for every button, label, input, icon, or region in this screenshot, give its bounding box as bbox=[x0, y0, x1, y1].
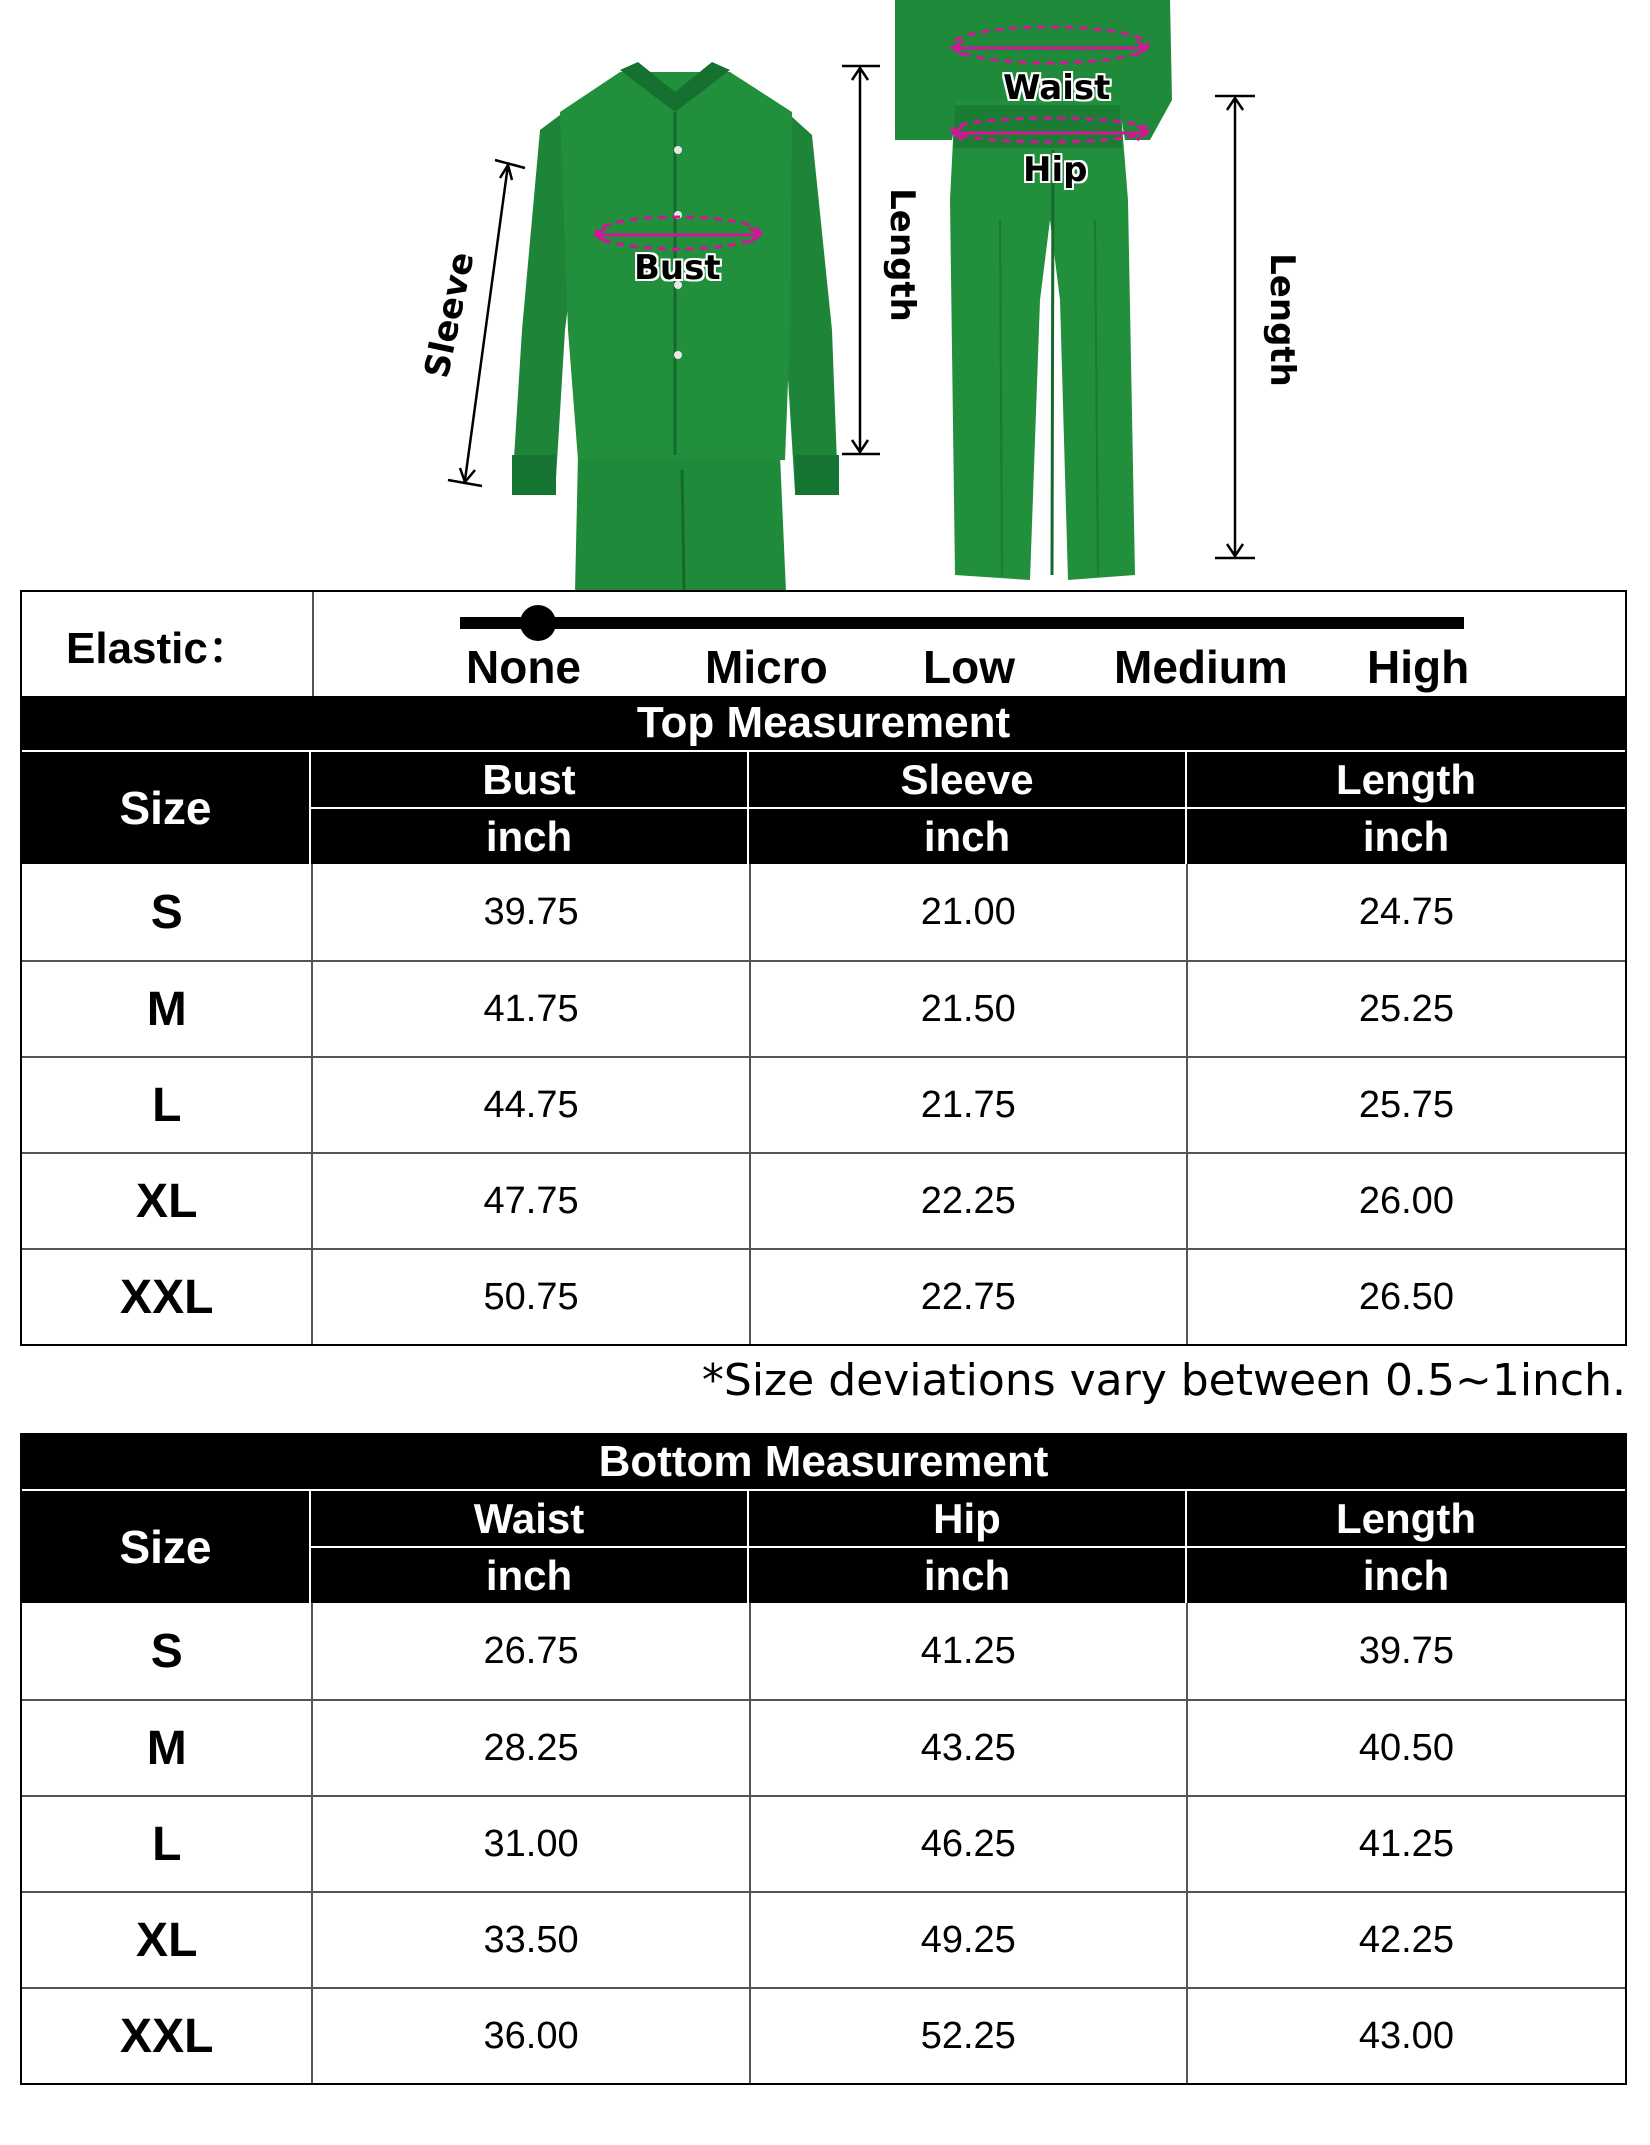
value-cell: 24.75 bbox=[1358, 890, 1454, 933]
top-length-label: Length bbox=[881, 188, 922, 322]
value-cell: 25.25 bbox=[1358, 987, 1454, 1030]
value-cell: 21.50 bbox=[751, 962, 1188, 1056]
size-cell: XXL bbox=[22, 1250, 313, 1344]
elastic-selected-marker bbox=[520, 605, 556, 641]
value-cell: 31.00 bbox=[313, 1797, 750, 1891]
size-cell: L bbox=[22, 1797, 313, 1891]
hip-label: Hip bbox=[1023, 150, 1088, 190]
value-cell: 21.00 bbox=[751, 864, 1188, 960]
size-cell: L bbox=[22, 1058, 313, 1152]
bust-label: Bust bbox=[634, 248, 721, 288]
table-row bbox=[22, 1795, 1625, 1891]
table-row bbox=[22, 1248, 1625, 1344]
shirt-figure bbox=[512, 62, 839, 592]
value-cell: 26.00 bbox=[1358, 1179, 1454, 1222]
value-cell: 42.25 bbox=[1358, 1918, 1454, 1961]
value-cell: 41.25 bbox=[1358, 1822, 1454, 1865]
table-row bbox=[22, 1891, 1625, 1987]
table-row bbox=[22, 1987, 1625, 2083]
value-cell: 39.75 bbox=[313, 864, 750, 960]
elastic-scale-line bbox=[460, 617, 1464, 629]
waist-label: Waist bbox=[1003, 68, 1111, 108]
value-cell: 41.75 bbox=[313, 962, 750, 1056]
elastic-label: Elastic： bbox=[22, 592, 314, 696]
value-cell: 28.25 bbox=[313, 1701, 750, 1795]
bottom-table-title: Bottom Measurement bbox=[22, 1435, 1625, 1489]
garment-illustration bbox=[0, 0, 1650, 592]
value-cell: 50.75 bbox=[313, 1250, 750, 1344]
size-deviation-note: *Size deviations vary between 0.5~1inch. bbox=[701, 1355, 1626, 1406]
value-cell: 47.75 bbox=[313, 1154, 750, 1248]
table-row bbox=[22, 1056, 1625, 1152]
value-cell: 26.75 bbox=[313, 1603, 750, 1699]
size-header: Size bbox=[22, 1491, 311, 1603]
table-row bbox=[22, 1699, 1625, 1795]
value-cell: 39.75 bbox=[1358, 1629, 1454, 1672]
value-cell: 21.75 bbox=[751, 1058, 1188, 1152]
elastic-option-high: High bbox=[1367, 641, 1470, 693]
value-cell: 25.75 bbox=[1358, 1083, 1454, 1126]
value-cell: 44.75 bbox=[313, 1058, 750, 1152]
value-cell: 43.25 bbox=[751, 1701, 1188, 1795]
size-cell: XL bbox=[22, 1154, 313, 1248]
value-cell: 26.50 bbox=[1358, 1275, 1454, 1318]
top-table-title: Top Measurement bbox=[22, 696, 1625, 750]
table-row bbox=[22, 1603, 1625, 1699]
size-cell: M bbox=[22, 962, 313, 1056]
column-header-length: Length bbox=[1336, 755, 1476, 803]
unit-header: inch bbox=[749, 809, 1187, 864]
elastic-option-low: Low bbox=[923, 641, 1015, 693]
top-table-header bbox=[22, 750, 1625, 864]
elastic-option-medium: Medium bbox=[1114, 641, 1288, 693]
size-cell: XL bbox=[22, 1893, 313, 1987]
column-header-sleeve: Sleeve bbox=[749, 752, 1187, 807]
elastic-row bbox=[22, 592, 1625, 696]
value-cell: 22.25 bbox=[751, 1154, 1188, 1248]
value-cell: 40.50 bbox=[1358, 1726, 1454, 1769]
value-cell: 43.00 bbox=[1358, 2014, 1454, 2057]
elastic-option-micro: Micro bbox=[705, 641, 828, 693]
elastic-option-none: None bbox=[466, 641, 581, 693]
unit-header: inch bbox=[749, 1548, 1187, 1603]
table-row bbox=[22, 1152, 1625, 1248]
size-cell: S bbox=[22, 864, 313, 960]
column-header-waist: Waist bbox=[311, 1491, 749, 1546]
bottom-table-header bbox=[22, 1489, 1625, 1603]
elastic-scale bbox=[314, 592, 1625, 696]
unit-header: inch bbox=[1362, 812, 1450, 860]
bottom-length-label: Length bbox=[1261, 253, 1302, 387]
value-cell: 36.00 bbox=[313, 1989, 750, 2083]
value-cell: 41.25 bbox=[751, 1603, 1188, 1699]
size-cell: S bbox=[22, 1603, 313, 1699]
table-row bbox=[22, 864, 1625, 960]
value-cell: 33.50 bbox=[313, 1893, 750, 1987]
unit-header: inch bbox=[1362, 1551, 1450, 1599]
top-measurement-table bbox=[20, 590, 1627, 1346]
unit-header: inch bbox=[311, 1548, 749, 1603]
column-header-bust: Bust bbox=[311, 752, 749, 807]
value-cell: 49.25 bbox=[751, 1893, 1188, 1987]
garment-drawing bbox=[0, 0, 1650, 592]
table-row bbox=[22, 960, 1625, 1056]
size-cell: M bbox=[22, 1701, 313, 1795]
size-header: Size bbox=[22, 752, 311, 864]
size-cell: XXL bbox=[22, 1989, 313, 2083]
bottom-measurement-table bbox=[20, 1433, 1627, 2085]
value-cell: 22.75 bbox=[751, 1250, 1188, 1344]
unit-header: inch bbox=[311, 809, 749, 864]
column-header-length: Length bbox=[1336, 1494, 1476, 1542]
value-cell: 46.25 bbox=[751, 1797, 1188, 1891]
sleeve-label: Sleeve bbox=[416, 248, 483, 382]
value-cell: 52.25 bbox=[751, 1989, 1188, 2083]
column-header-hip: Hip bbox=[749, 1491, 1187, 1546]
